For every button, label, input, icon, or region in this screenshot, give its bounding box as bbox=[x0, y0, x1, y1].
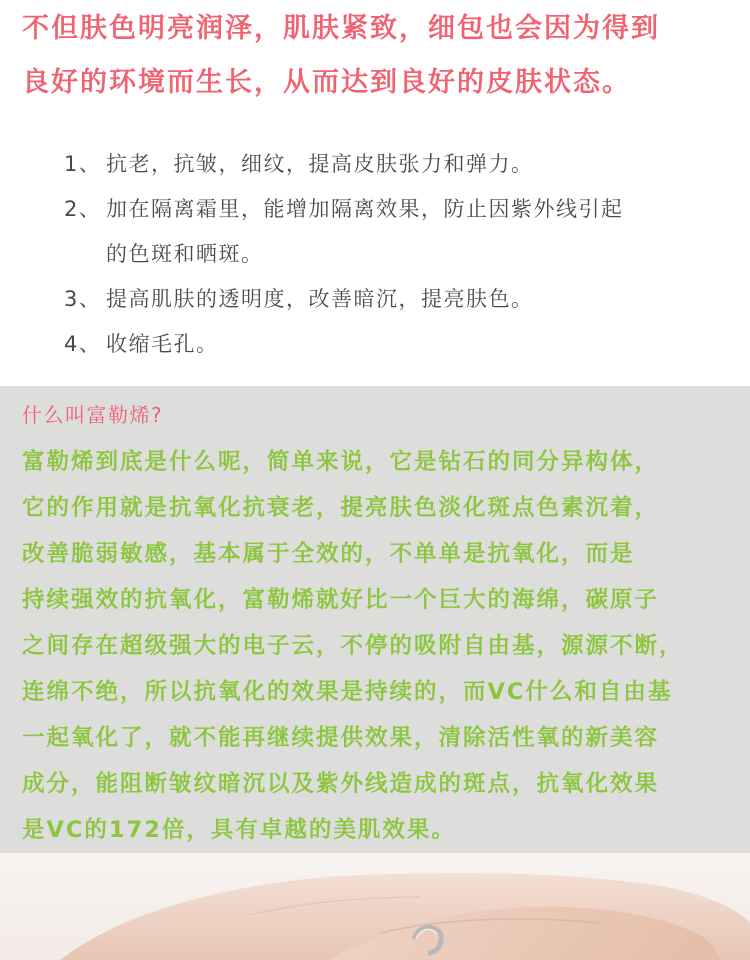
benefit-item bbox=[64, 187, 744, 277]
intro-paragraph bbox=[22, 0, 737, 110]
benefit-item bbox=[64, 322, 744, 367]
benefit-number: 4、 bbox=[64, 332, 102, 356]
body-line: 之间存在超级强大的电子云，不停的吸附自由基，源源不断， bbox=[22, 633, 684, 659]
body-line: 改善脆弱敏感，基本属于全效的，不单单是抗氧化，而是 bbox=[22, 541, 635, 567]
benefit-item bbox=[64, 277, 744, 322]
benefit-text: 提高肌肤的透明度，改善暗沉，提亮肤色。 bbox=[106, 287, 534, 311]
body-line: 一起氧化了，就不能再继续提供效果，清除活性氧的新美容 bbox=[22, 725, 660, 751]
benefit-number: 2、 bbox=[64, 197, 102, 221]
benefit-text: 收缩毛孔。 bbox=[106, 332, 219, 356]
section-body bbox=[22, 439, 746, 853]
benefit-text: 抗老，抗皱，细纹，提高皮肤张力和弹力。 bbox=[106, 152, 534, 176]
benefit-text-continued: 的色斑和晒斑。 bbox=[106, 242, 264, 266]
body-line: 连绵不绝，所以抗氧化的效果是持续的，而VC什么和自由基 bbox=[22, 679, 673, 705]
intro-line: 良好的环境而生长，从而达到良好的皮肤状态。 bbox=[22, 67, 631, 98]
benefit-number: 3、 bbox=[64, 287, 102, 311]
benefit-number: 1、 bbox=[64, 152, 102, 176]
benefits-list bbox=[64, 142, 744, 367]
fullerene-section bbox=[0, 386, 750, 853]
hand-photo bbox=[0, 853, 750, 960]
hand-illustration bbox=[0, 853, 750, 960]
benefit-text: 加在隔离霜里，能增加隔离效果，防止因紫外线引起 bbox=[106, 197, 624, 221]
body-line: 是VC的172倍，具有卓越的美肌效果。 bbox=[22, 817, 456, 843]
intro-line: 不但肤色明亮润泽，肌肤紧致，细包也会因为得到 bbox=[22, 13, 660, 44]
body-line: 成分，能阻断皱纹暗沉以及紫外线造成的斑点，抗氧化效果 bbox=[22, 771, 660, 797]
body-line: 它的作用就是抗氧化抗衰老，提亮肤色淡化斑点色素沉着， bbox=[22, 495, 660, 521]
benefit-item bbox=[64, 142, 744, 187]
body-line: 持续强效的抗氧化，富勒烯就好比一个巨大的海绵，碳原子 bbox=[22, 587, 660, 613]
section-heading: 什么叫富勒烯? bbox=[22, 403, 164, 427]
body-line: 富勒烯到底是什么呢，简单来说，它是钻石的同分异构体， bbox=[22, 449, 660, 475]
